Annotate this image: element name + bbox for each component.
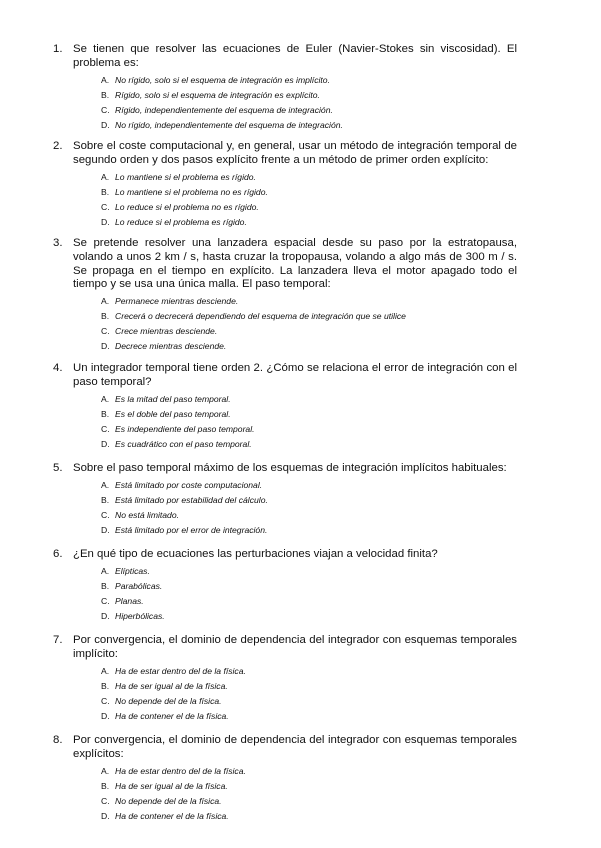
answer-option xyxy=(101,294,517,309)
answer-text: No depende del de la física. xyxy=(115,795,222,806)
answer-option xyxy=(101,523,517,538)
answer-option xyxy=(101,709,517,724)
answer-text: Ha de contener el de la física. xyxy=(115,810,229,821)
answer-option xyxy=(101,579,517,594)
answer-option xyxy=(101,779,517,794)
answer-letter: C. xyxy=(101,695,110,706)
question-3 xyxy=(53,237,517,355)
answer-letter: B. xyxy=(101,780,110,791)
answer-list xyxy=(53,564,517,624)
answer-text: Elípticas. xyxy=(115,565,150,576)
answer-text: Ha de contener el de la física. xyxy=(115,710,229,721)
answer-option xyxy=(101,309,517,324)
answer-letter: A. xyxy=(101,171,110,182)
question-4 xyxy=(53,362,517,452)
answer-text: Planas. xyxy=(115,595,144,606)
answer-letter: C. xyxy=(101,509,110,520)
answer-option xyxy=(101,508,517,523)
answer-list xyxy=(53,170,517,230)
answer-letter: C. xyxy=(101,326,110,337)
answer-letter: B. xyxy=(101,580,110,591)
question-text: Por convergencia, el dominio de dependencia del integrador con esquemas temporales explícitos: xyxy=(73,734,517,760)
answer-letter: A. xyxy=(101,765,110,776)
answer-list xyxy=(53,764,517,824)
answer-option xyxy=(101,118,517,133)
answer-option xyxy=(101,88,517,103)
answer-letter: A. xyxy=(101,479,110,490)
answer-letter: A. xyxy=(101,393,110,404)
answer-text: Ha de estar dentro del de la física. xyxy=(115,665,246,676)
question-number: 3. xyxy=(53,237,63,249)
answer-option xyxy=(101,422,517,437)
question-5 xyxy=(53,462,517,538)
answer-list xyxy=(53,392,517,452)
question-text: Un integrador temporal tiene orden 2. ¿Cómo se relaciona el error de integración con el paso temporal? xyxy=(73,362,517,388)
answer-text: Rígido, solo si el esquema de integración es explícito. xyxy=(115,89,320,100)
question-number: 1. xyxy=(53,43,63,55)
answer-text: No está limitado. xyxy=(115,509,180,520)
question-number: 4. xyxy=(53,362,63,374)
question-number: 6. xyxy=(53,548,63,560)
answer-text: Rígido, independientemente del esquema de integración. xyxy=(115,104,333,115)
answer-option xyxy=(101,73,517,88)
answer-letter: B. xyxy=(101,680,110,691)
answer-option xyxy=(101,407,517,422)
answer-text: Está limitado por coste computacional. xyxy=(115,479,263,490)
answer-text: No rígido, solo si el esquema de integración es implícito. xyxy=(115,74,330,85)
answer-letter: B. xyxy=(101,311,110,322)
question-text: ¿En qué tipo de ecuaciones las perturbaciones viajan a velocidad finita? xyxy=(73,548,438,560)
answer-letter: A. xyxy=(101,74,110,85)
question-text: Se tienen que resolver las ecuaciones de Euler (Navier-Stokes sin viscosidad). El problema es: xyxy=(73,43,517,69)
question-text: Por convergencia, el dominio de dependencia del integrador con esquemas temporales implícito: xyxy=(73,634,517,660)
answer-letter: A. xyxy=(101,665,110,676)
answer-text: Está limitado por estabilidad del cálculo. xyxy=(115,494,268,505)
answer-option xyxy=(101,564,517,579)
answer-letter: B. xyxy=(101,494,110,505)
answer-text: Es cuadrático con el paso temporal. xyxy=(115,438,252,449)
answer-option xyxy=(101,215,517,230)
answer-letter: D. xyxy=(101,810,110,821)
answer-letter: D. xyxy=(101,525,110,536)
answer-option xyxy=(101,200,517,215)
answer-letter: C. xyxy=(101,201,110,212)
answer-text: No rígido, independientemente del esquema de integración. xyxy=(115,119,343,130)
answer-option xyxy=(101,594,517,609)
answer-option xyxy=(101,103,517,118)
question-number: 7. xyxy=(53,634,63,646)
answer-option xyxy=(101,185,517,200)
answer-letter: D. xyxy=(101,611,110,622)
answer-letter: C. xyxy=(101,795,110,806)
answer-text: Lo mantiene si el problema no es rígido. xyxy=(115,186,268,197)
answer-text: Ha de ser igual al de la física. xyxy=(115,680,228,691)
question-8 xyxy=(53,734,517,824)
answer-letter: D. xyxy=(101,438,110,449)
answer-text: Es independiente del paso temporal. xyxy=(115,423,255,434)
answer-option xyxy=(101,694,517,709)
answer-text: Ha de ser igual al de la física. xyxy=(115,780,228,791)
answer-letter: D. xyxy=(101,216,110,227)
answer-list xyxy=(53,478,517,538)
answer-option xyxy=(101,664,517,679)
answer-option xyxy=(101,809,517,824)
answer-text: Es la mitad del paso temporal. xyxy=(115,393,231,404)
answer-list xyxy=(53,664,517,724)
answer-text: Lo mantiene si el problema es rígido. xyxy=(115,171,256,182)
answer-letter: A. xyxy=(101,296,110,307)
answer-text: Parabólicas. xyxy=(115,580,163,591)
answer-text: Lo reduce si el problema es rígido. xyxy=(115,216,247,227)
answer-text: Está limitado por el error de integración. xyxy=(115,525,268,536)
answer-option xyxy=(101,170,517,185)
answer-text: No depende del de la física. xyxy=(115,695,222,706)
answer-letter: C. xyxy=(101,104,110,115)
question-number: 5. xyxy=(53,462,63,474)
answer-letter: B. xyxy=(101,186,110,197)
answer-option xyxy=(101,437,517,452)
answer-text: Crece mientras desciende. xyxy=(115,326,218,337)
question-number: 8. xyxy=(53,734,63,746)
question-number: 2. xyxy=(53,140,63,152)
answer-option xyxy=(101,324,517,339)
question-text: Sobre el coste computacional y, en general, usar un método de integración temporal de segundo orden y dos pasos explícito frente a un método de primer orden explícito: xyxy=(73,140,517,166)
answer-list xyxy=(53,73,517,133)
answer-letter: A. xyxy=(101,565,110,576)
question-text: Sobre el paso temporal máximo de los esquemas de integración implícitos habituales: xyxy=(73,462,507,474)
answer-text: Hiperbólicas. xyxy=(115,611,165,622)
question-7 xyxy=(53,634,517,724)
answer-list xyxy=(53,294,517,354)
answer-text: Ha de estar dentro del de la física. xyxy=(115,765,246,776)
answer-letter: D. xyxy=(101,341,110,352)
answer-letter: D. xyxy=(101,119,110,130)
answer-text: Permanece mientras desciende. xyxy=(115,296,239,307)
answer-text: Es el doble del paso temporal. xyxy=(115,408,231,419)
answer-option xyxy=(101,392,517,407)
question-1 xyxy=(53,43,517,133)
question-2 xyxy=(53,140,517,230)
answer-option xyxy=(101,478,517,493)
answer-option xyxy=(101,794,517,809)
answer-option xyxy=(101,493,517,508)
answer-option xyxy=(101,764,517,779)
question-6 xyxy=(53,548,517,624)
answer-option xyxy=(101,339,517,354)
question-text: Se pretende resolver una lanzadera espacial desde su paso por la estratopausa, volando a unos 2 km / s, hasta cruzar la tropopausa, volando a algo más de 300 m / s. Se propaga en el tiempo en explícito. La lanzadera lleva el motor apagado todo el tiempo y se usa una única malla. El paso temporal: xyxy=(73,237,517,291)
answer-letter: B. xyxy=(101,89,110,100)
answer-letter: B. xyxy=(101,408,110,419)
answer-letter: D. xyxy=(101,710,110,721)
answer-option xyxy=(101,679,517,694)
answer-option xyxy=(101,609,517,624)
answer-letter: C. xyxy=(101,423,110,434)
answer-text: Decrece mientras desciende. xyxy=(115,341,227,352)
answer-letter: C. xyxy=(101,595,110,606)
answer-text: Lo reduce si el problema no es rígido. xyxy=(115,201,259,212)
answer-text: Crecerá o decrecerá dependiendo del esquema de integración que se utilice xyxy=(115,311,406,322)
